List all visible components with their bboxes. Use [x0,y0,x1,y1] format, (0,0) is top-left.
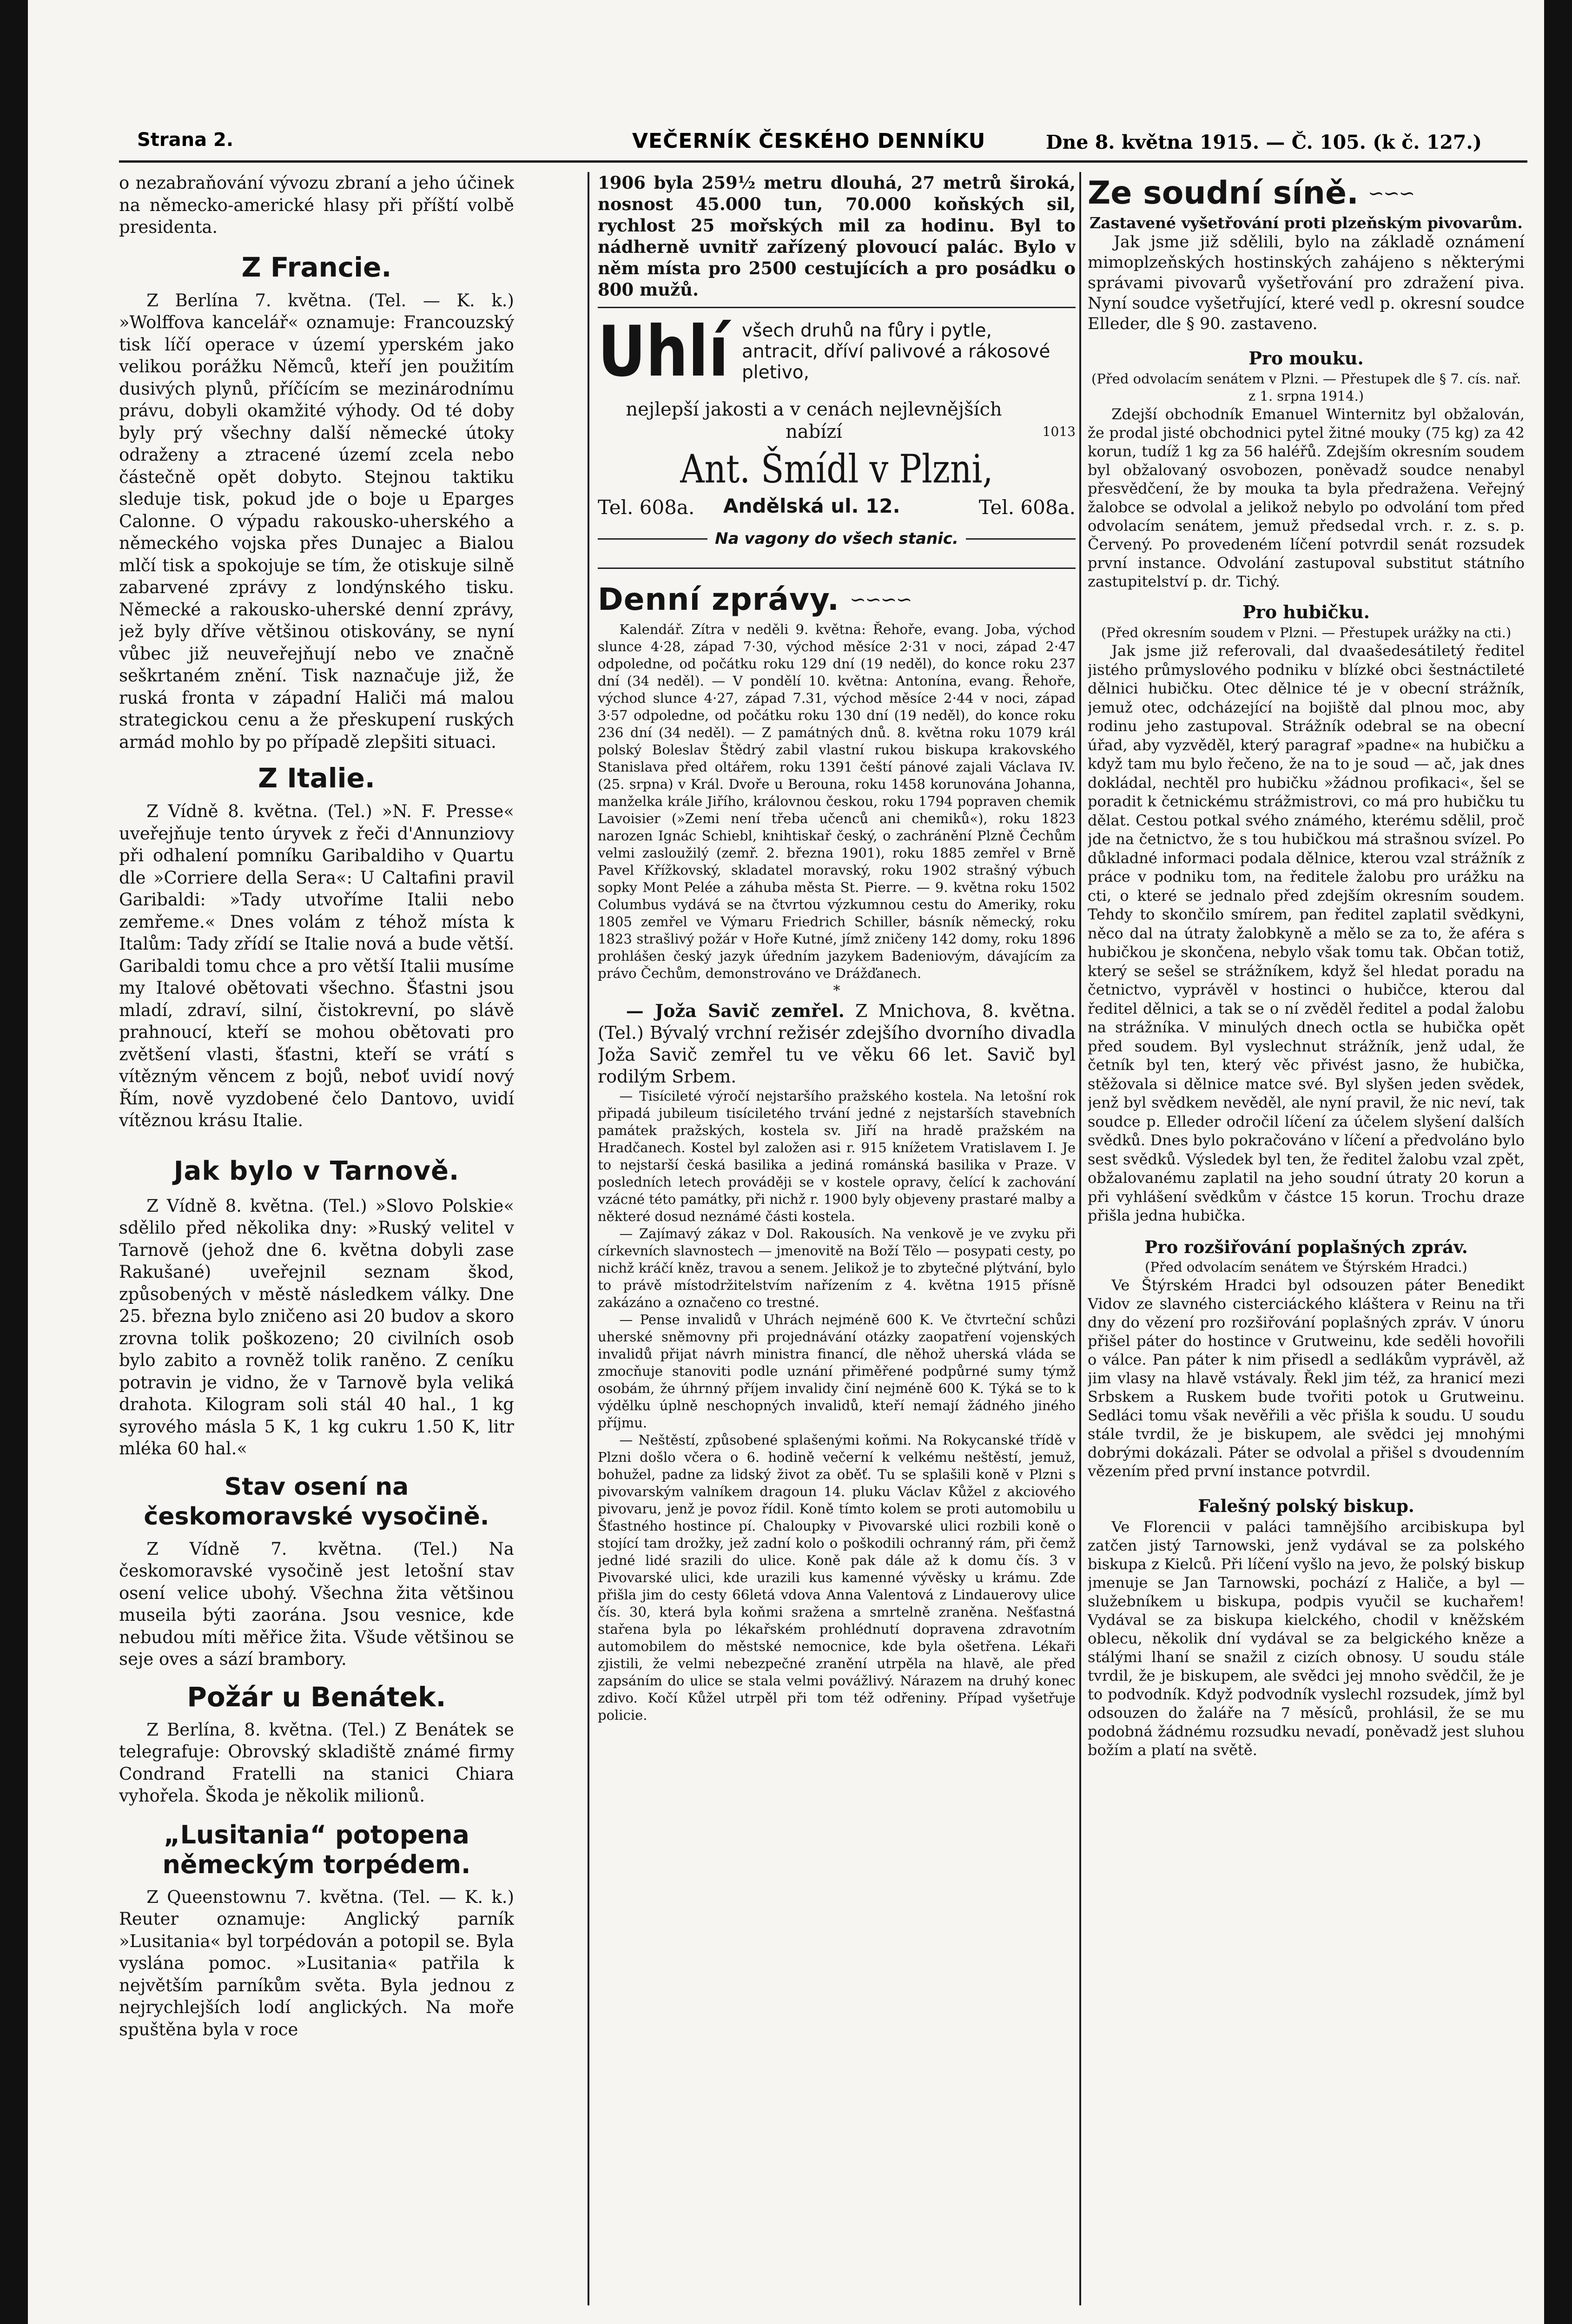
article-pense: — Pense invalidů v Uhrách nejméně 600 K. Ve čtvrteční schůzi uherské sněmovny při projednávání otázky zaopatření vojenských invalidů přijat návrh ministra financí, dle něhož uherská vláda se zmocňuje stanoviti podle uznání přiměřené podpůrné sumy týmž osobám, že úhrnný příjem invalidy činí nejméně 600 K. Týká se to k výdělku úplně neschopných invalidů, kteří nemají žádného jiného příjmu. [598,1312,1076,1431]
heading-francie: Z Francie. [241,251,392,283]
ad-products: všech druhů na fůry i pytle, antracit, dříví palivové a rákosové pletivo, [742,320,1050,383]
ornament-icon: ∽∽∽ [1367,181,1414,205]
article-hubicka: Jak jsme již referovali, dal dvaašedesátiletý ředitel jistého průmyslového podniku v blízké obci šestnáctileté dělnici hubičku. Otec dělnice té je v obecní strážník, jemuž otec, odcházející na bojiště dal plnou moc, aby rodinu jeho zastupoval. Strážník odebral se na obecní úřad, aby vyzvěděl, který paragraf »padne« na hubičku a když tam mu bylo řečeno, že na to je soud — ač, jak dnes dokládal, nechtěl pro hubičku »žádnou profikaci«, šel se poradit k četnickému strážmistrovi, co má pro hubičku tu dělat. Cestou potkal svého známého, kterému sdělil, proč jde na četnictvo, že s tou hubičkou má strašnou svízel. Po důkladné informaci podala dělnice, kterou vzal strážník z práce v podniku tom, na ředitele žalobu pro urážku na cti, o které se jednalo před zdejším okresním soudem. Tehdy to skončilo smírem, pan ředitel zaplatil svědkyni, něco dal na útraty žalobkyně a mělo se za to, že aféra s hubičkou je skončena, nebylo však tomu tak. Občan totiž, který se sešel se strážníkem, když šel hledat poradu na četnictvo, vyprávěl v hostinci o hubičce, kterou dal ředitel dělnici, a tak se o ní zvěděl ředitel a podal žalobu na strážníka. V minulých dnech octla se hubička opět před soudem. Byl vyslechnut strážník, jenž udal, že četník byl ten, který věc přivést jasno, že hubička, stěžovala si dělnice matce své. Byl slyšen jeden svědek, jenž byl svědkem nevěděl, ale nyní pravil, že nic neví, tak soudce p. Elleder odročil líčení za účelem slyšení dalších svědků. Dnes bylo pokračováno v líčení a předvoláno bylo sest svědků. Výsledek byl ten, že ředitel žalobu vzal zpět, obžalovanému zaplatil na jeho soudní útraty 20 korun a při vyhlášení svědkům v částce 15 korun. Trochu draze přišla jedna hubička. [1088,642,1525,1224]
column-3 [1088,172,1525,2315]
ornament-icon: ∽∽∽∽ [849,588,911,611]
article-tisicileti: — Tisícileté výročí nejstaršího pražského kostela. Na letošní rok připadá jubileum tisíciletého trvání jedné z nejstarších stavebních památek pražských, kostela sv. Jiří na hradě pražském na Hradčanech. Kostel byl založen asi r. 915 knížetem Vratislavem I. Je to nejstarší česká basilika a jediná románská basilika v Praze. V posledních letech prováději se v kostele opravy, čelící k zachování vzácné této památky, při nichž r. 1900 byly objeveny prastaré malby a některé dosud neznámé části kostela. [598,1088,1076,1224]
masthead-rule [119,160,1527,163]
article-savic [598,1000,1076,1088]
ad-phone-right: Tel. 608a. [978,496,1076,519]
coal-advertisement [598,311,1076,561]
savic-body: Z Mnichova, 8. května. (Tel.) Bývalý vrchní režisér zdejšího dvorního divadla Joža Savič zemřel tu ve věku 66 let. Savič byl rodilým Srbem. [598,1001,1076,1087]
ad-offer: nejlepší jakosti a v cenách nejlevnějších nabízí [626,399,1002,442]
lusitania-continued: 1906 byla 259½ metru dlouhá, 27 metrů široká, nosnost 45.000 tun, 70.000 koňských sil, rychlost 25 mořských mil za hodinu. Byl to nádherně uvnitř zařízený plovoucí palác. Bylo v něm místa pro 2500 cestujících a pro posádku o 800 mužů. [598,172,1076,300]
savic-headline: — Joža Savič zemřel. [626,1000,845,1021]
article-poplas: Ve Štýrském Hradci byl odsouzen páter Benedikt Vidov ze slavného cisterciáckého kláštera v Reinu na tři dny do vězení pro rozšiřování poplašných zpráv. V únoru přišel páter do hostince v Grutweinu, kde seděli hovořili o válce. Pan páter k nim přisedl a sedlákům vyprávěl, až jim vlasy na hlavě vstávaly. Řekl jim též, za hranicí mezi Srbskem a Ruskem bude tvořiti potok u Grutweinu. Sedláci tomu však nevěřili a věc přišla k soudu. U soudu stále tvrdil, že je biskupem, ale svědci jej mnohými dobrými dokázali. Páter se odvolal a přišel s dvoudenním vězením před první instance potvrdil. [1088,1276,1525,1480]
heading-hubicka: Pro hubičku. [1242,601,1370,622]
heading-denni-zpravy: Denní zprávy. [598,581,839,617]
heading-biskup: Falešný polský biskup. [1198,1495,1414,1516]
ad-top-rule [598,307,1076,308]
issue-date: Dne 8. května 1915. — Č. 105. (k č. 127.) [1046,131,1482,153]
ad-headline-word: Uhlí [598,311,729,392]
article-nestesti: — Neštěstí, způsobené splašenými koňmi. Na Rokycanské třídě v Plzni došlo včera o 6. hodině večerní k velkému neštěstí, jemuž, bohužel, padne za lidský život za oběť. Tu se splašili koně v Plzni s pivovarským valníkem dragoun 14. pluku Václav Kůžel z akciového pivovaru, jenž je povoz řídil. Koně tímto kolem se proti automobilu u Šťastného hostince pí. Chaloupky v Pivovarské ulici rozbili koně o stojící tam drožky, jež zadní kolo o poškodili ochranný rám, při čemž jedné lidé srazili do ulice. Koně pak dále až k domu čís. 3 v Pivovarské ulici, kde urazili kus kamenné vývěsky u krámu. Zde přišla jim do cesty 66letá vdova Anna Valentová z Lindauerovy ulice čís. 30, která byla koňmi sražena a smrtelně zraněna. Nešťastná stařena byla po lékařském prohlédnutí dopravena zdravotním automobilem do městské nemocnice, kde byla ošetřena. Lékaři zjistili, že velmi nebezpečné zranění utrpěla na hlavě, ale před zapsáním do ulice se stala velmi povážlivý. Nárazem na druhý konec zdivo. Kočí Kůžel utrpěl při tom též odřeniny. Případ vyšetřuje policie. [598,1432,1076,1723]
sub-hubicka: (Před okresním soudem v Plzni. — Přestupek urážky na cti.) [1101,625,1512,640]
sub-pivovar: Zastavené vyšetřování proti plzeňským pivovarům. [1090,214,1523,232]
article-kalendar: Kalendář. Zítra v neděli 9. května: Řehoře, evang. Joba, východ slunce 4·28, západ 7·30, východ měsíce 2·31 v noci, západ 2·47 odpoledne, od počátku roku 129 dní (19 neděl), do konce roku 237 dní (34 neděl). — V pondělí 10. května: Antonína, evang. Řehoře, východ slunce 4·27, západ 7.31, východ měsíce 2·44 v noci, západ 3·57 odpoledne, od počátku roku 130 dní (19 neděl), do konce roku 236 dní (34 neděl). — Z památných dnů. 8. května roku 1079 král polský Boleslav Štědrý zabil vlastní rukou biskupa krakovského Stanislava před oltářem, roku 1391 čeští pánové zajali Václava IV. (25. srpna) v Král. Dvoře u Berouna, roku 1458 korunována Johanna, manželka krále Jiřího, královnou českou, roku 1794 popraven chemik Lavoisier (»Zemi není třeba učenců ani chemiků«), roku 1823 narozen Ignác Schiebl, knihtiskař český, o zachránění Plzně Čechům velmi zasloužilý (zemř. 2. března 1901), roku 1885 zemřel v Brně Pavel Křížkovský, skladatel moravský, roku 1902 strašný výbuch sopky Mont Pelée a záhuba města St. Pierre. — 9. května roku 1502 Columbus vydává se na čtvrtou výzkumnou cestu do Ameriky, roku 1805 zemřel ve Výmaru Friedrich Schiller, básník německý, roku 1823 strašlivý požár v Hoře Kutné, jímž zničeny 142 domy, roku 1896 prohlášen český jazyk úředním jazykem Badeniovým, dávajícím za právo Čechům, demonstrováno ve Drážďanech. [598,621,1076,981]
article-lusitania: Z Queenstownu 7. května. (Tel. — K. k.) Reuter oznamuje: Anglický parník »Lusitania« byl torpédován a potopil se. Byla vyslána pomoc. »Lusitania« patřila k největším parníkům světa. Byla jednou z nejrychlejších lodí anglických. Na moře spuštěna byla v roce [119,1887,514,2040]
article-biskup: Ve Florencii v paláci tamnějšího arcibiskupa byl zatčen jistý Tarnowski, jenž vydával se za polského biskupa z Kielců. Při líčení vyšlo na jevo, že polský biskup jmenuje se Jan Tarnowski, pochází z Haliče, a byl — služebníkem u biskupa, podpis vyučil se kuchařem! Vydával se za biskupa kielckého, chodil v kněžském oblecu, několik dní vydával se za belgického kněze a stálými lhaní se snažil z cizích obnosy. U soudu stále tvrdil, že je biskupem, ale svědci jej mnoho svědčil, že je to podvodník. Když podvodník vyslechl rozsudek, jímž byl odsouzen do žaláře na 7 měsíců, prohlásil, že se mu podobná žádnému rozsudku nevadí, poněvadž jest sluhou božím a platí na světě. [1088,1518,1525,1759]
article-pivovar: Jak jsme již sdělili, bylo na základě oznámení mimoplzeňských hostinských zahájeno s některými správami pivovarů vyšetřování pro zdražení piva. Nyní soudce vyšetřující, které vedl p. okresní soudce Elleder, dle § 90. zastaveno. [1088,233,1525,333]
ad-phone-left: Tel. 608a. [598,496,695,519]
intro-paragraph: o nezabraňování vývozu zbraní a jeho účinek na německo-americké hlasy při příští volbě presidenta. [119,173,514,237]
paper-title: VEČERNÍK ČESKÉHO DENNÍKU [632,129,986,153]
page-number: Strana 2. [137,129,234,151]
heading-soudni-sin: Ze soudní síně. [1088,175,1359,211]
article-italie: Z Vídně 8. května. (Tel.) »N. F. Presse« uveřejňuje tento úryvek z řeči d'Annunziovy při odhalení pomníku Garibaldiho v Quartu dle »Corriere della Sera«: U Caltafini pravil Garibaldi: »Tady utvoříme Italii nebo zemřeme.« Dnes volám z téhož místa k Italům: Tady zřídí se Italie nová a bude větší. Garibaldi tomu chce a pro větší Italii musíme my Italové obětovati všechno. Šťastni jsou mladí, zdraví, silní, čistokrevní, po slávě prahnoucí, kteří se mohou obětovati pro zvětšení vlasti, šťastni, kteří se vrátí s vítězným věncem z bojů, neboť uvidí nový Řím, nově vyzdobené čelo Dantovo, uvidí vítěznou krásu Italie. [119,801,514,1130]
sub-mouka: (Před odvolacím senátem v Plzni. — Přestupek dle § 7. cís. nař. z 1. srpna 1914.) [1091,371,1521,404]
heading-italie: Z Italie. [258,762,375,794]
article-mouka: Zdejší obchodník Emanuel Winternitz byl obžalován, že prodal jisté obchodnici pytel žitné mouky (75 kg) za 42 korun, tudíž 1 kg za 56 haléřů. Zdejším okresním soudem byl obžalovaný osvobozen, poněvadž soudce nenabyl přesvědčení, že by mouka ta byla předražena. Veřejný žalobce se odvolal a jelikož nebylo po odvolání tom před odvolacím senátem, jemuž předsedal vrch. r. z. s. p. Červený. Po provedeném líčení potvrdil senát rozsudek první instance. Odvolání zastupoval substitut státního zastupitelství p. dr. Tichý. [1088,405,1525,590]
column-rule-1 [588,172,589,2305]
ad-company-name: Ant. Šmídl v Plzni, [680,446,993,492]
heading-poplas: Pro rozšiřování poplašných zpráv. [1144,1236,1468,1257]
ad-footer [598,529,1076,548]
article-francie: Z Berlína 7. května. (Tel. — K. k.) »Wolffova kancelář« oznamuje: Francouzský tisk líčí operace v území yperském jako velikou porážku Němců, kteří jen použitím dusivých plynů, příčícím se mezinárodnímu právu, dobyli okamžité výhody. Od té doby byly prý všechny další německé útoky odraženy a ztracené území zcela nebo částečně opět dobyto. Stejnou taktiku sleduje tisk, pokud jde o boje u Eparges Calonne. O výpadu rakousko-uherského a německého vojska přes Dunajec a Bialou mlčí tisk a spokojuje se tím, že otiskuje silně zabarvené zprávy z londýnského tisku. Německé a rakousko-uherské denní zprávy, jež byly dříve většinou otiskovány, se nyní vůbec již neuveřejňují nebo ve značně seškrtaném znění. Tisk naznačuje již, že ruská fronta v západní Haliči má malou strategickou cenu a že přeskupení ruských armád mohlo by po případě zlepšiti situaci. [119,290,514,752]
ad-number: 1013 [1042,424,1076,439]
article-osen: Z Vídně 7. května. (Tel.) Na českomoravské vysočině jest letošní stav osení velice ubohý. Všechna žita většinou museila býti zaorána. Jsou vesnice, kde nebudou míti měřice žita. Všude většinou se seje oves a sází brambory. [119,1538,514,1669]
article-pozar: Z Berlína, 8. května. (Tel.) Z Benátek se telegrafuje: Obrovský skladiště známé firmy Condrand Fratelli na stanici Chiara vyhořela. Škoda je několik milionů. [119,1719,514,1806]
column-1 [119,172,514,2315]
ad-footer-text: Na vagony do všech stanic. [715,529,958,548]
section-star: * [833,983,840,999]
heading-lusitania: „Lusitania“ potopena německým torpédem. [162,1820,471,1879]
heading-osen: Stav osení na českomoravské vysočině. [144,1472,489,1531]
column-rule-2 [1079,172,1081,2305]
sub-poplas: (Před odvolacím senátem ve Štýrském Hradci.) [1145,1259,1467,1275]
daily-news-header [598,581,1076,618]
heading-mouka: Pro mouku. [1248,348,1364,369]
ad-street: Andělská ul. 12. [723,495,900,517]
article-tarnov: Z Vídně 8. května. (Tel.) »Slovo Polskie« sdělilo před několika dny: »Ruský velitel v Tarnově (jehož dne 6. května dobyli zase Rakušané) uveřejnil seznam škod, způsobených v městě následkem války. Dne 25. března bylo zničeno asi 20 budov a skoro zrovna tolik poškozeno; 20 civilních osob bylo zabito a rovněž tolik raněno. Z ceníku potravin je vidno, že v Tarnově byla veliká drahota. Kilogram soli stál 40 hal., 1 kg syrového másla 5 K, 1 kg cukru 1.50 K, litr mléka 60 hal.« [119,1195,514,1459]
heading-pozar: Požár u Benátek. [187,1681,446,1713]
court-header [1088,174,1525,213]
column-2 [598,172,1076,2315]
newspaper-page [28,0,1544,2324]
ad-bottom-rule [598,568,1076,569]
heading-tarnov: Jak bylo v Tarnově. [173,1155,460,1186]
article-zakaz: — Zajímavý zákaz v Dol. Rakousích. Na venkově je ve zvyku při církevních slavnostech — jmenovitě na Boží Tělo — posypati cesty, po nichž kráčí kněz, travou a senem. Jelikož je to zbytečné plýtvání, bylo to právě místodržitelstvím nařízením z 4. května 1915 přísně zakázáno a označeno co trestné. [598,1226,1076,1310]
